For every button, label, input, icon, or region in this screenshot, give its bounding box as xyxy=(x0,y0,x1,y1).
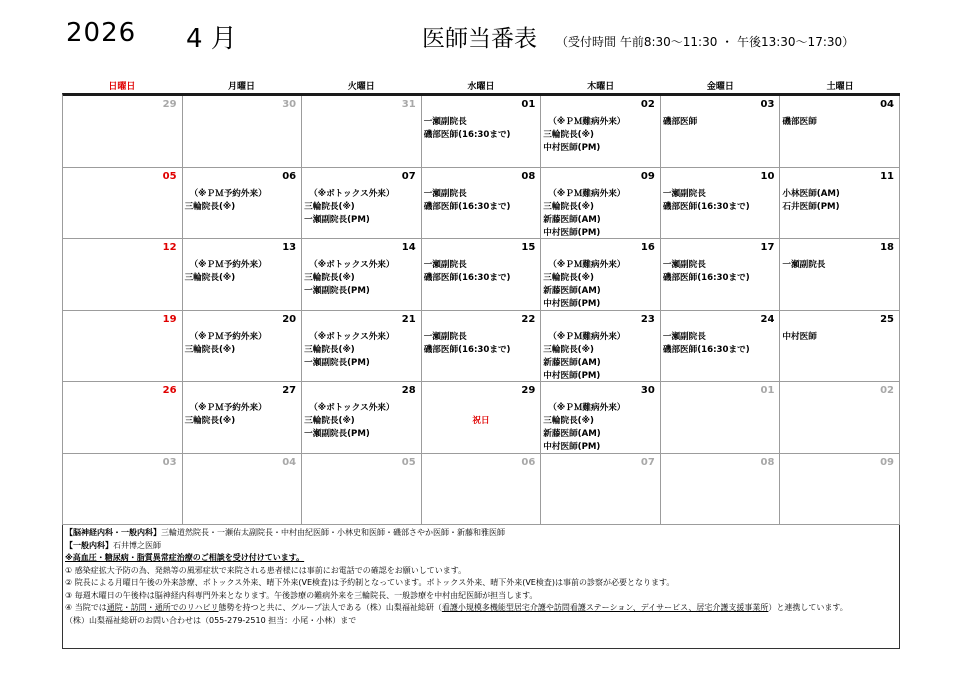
calendar-day-cell xyxy=(541,454,661,526)
day-number: 08 xyxy=(760,456,775,468)
duty-list xyxy=(663,116,778,129)
duty-entry: 一瀬副院長 xyxy=(782,260,826,270)
duty-list xyxy=(424,116,539,142)
duty-entry: （※ＰＭ予約外来） xyxy=(189,403,267,413)
weekday-friday: 金曜日 xyxy=(706,82,734,92)
duty-entry: 新藤医師(AM) xyxy=(543,286,601,296)
day-number: 27 xyxy=(282,385,297,396)
note-department-internal xyxy=(65,540,897,553)
duty-entry: 中村医師(PM) xyxy=(543,299,601,309)
calendar-day-cell xyxy=(302,96,422,168)
duty-entry: 三輪院長(※) xyxy=(304,344,355,355)
calendar-day-cell xyxy=(302,454,422,526)
duty-entry: （※ＰＭ難病外来） xyxy=(548,117,626,127)
day-number: 11 xyxy=(880,170,894,182)
note-department-neuro xyxy=(65,527,897,540)
duty-entry: 一瀬副院長(PM) xyxy=(304,214,370,225)
day-number: 16 xyxy=(640,242,655,253)
duty-entry: 三輪院長(※) xyxy=(184,416,236,426)
calendar-day-cell xyxy=(541,382,661,454)
calendar-day-cell xyxy=(541,96,661,168)
duty-entry: 磯部医師(16:30まで) xyxy=(423,344,511,355)
weekday-monday: 月曜日 xyxy=(228,82,256,92)
calendar-day-cell xyxy=(63,239,183,311)
calendar-day-cell xyxy=(302,239,422,311)
calendar-day-cell xyxy=(63,168,183,240)
day-number: 18 xyxy=(880,242,894,253)
calendar-day-cell xyxy=(422,311,542,383)
calendar-day-cell xyxy=(183,454,303,526)
day-number: 30 xyxy=(640,385,655,396)
duty-list xyxy=(424,331,539,357)
day-number: 28 xyxy=(401,385,416,396)
day-number: 23 xyxy=(640,313,655,325)
duty-entry: （※ボトックス外来） xyxy=(309,403,395,413)
duty-entry: （※ＰＭ難病外来） xyxy=(548,188,626,199)
note-text: 通院・訪問・通所でのリハビリ xyxy=(106,603,219,612)
duty-list xyxy=(663,331,778,357)
day-number: 24 xyxy=(760,313,775,325)
duty-list xyxy=(543,331,658,383)
duty-entry: 一瀬副院長 xyxy=(423,331,467,342)
day-number: 04 xyxy=(282,456,297,468)
note-consultation: ※高血圧・糖尿病・脂質異常症治療のご相談を受け付けています。 xyxy=(65,553,305,562)
holiday-label: 祝日 xyxy=(472,416,490,426)
duty-entry: 磯部医師(16:30まで) xyxy=(423,130,511,140)
day-number: 02 xyxy=(880,385,894,396)
duty-entry: 三輪院長(※) xyxy=(304,416,355,426)
duty-list xyxy=(185,259,300,285)
calendar-day-cell xyxy=(63,96,183,168)
day-number: 04 xyxy=(880,99,894,110)
calendar-day-cell xyxy=(183,382,303,454)
day-number: 03 xyxy=(760,99,775,110)
note-dept-doctors: 三輪道然院長・一瀬佑太副院長・中村由紀医師・小林史和医師・磯部さやか医師・新藤和雅医師 xyxy=(161,528,505,537)
calendar-day-cell xyxy=(780,168,900,240)
calendar-day-cell xyxy=(63,454,183,526)
day-number: 03 xyxy=(162,456,177,468)
note-item-3: ③ 毎週木曜日の午後枠は脳神経内科専門外来となります。午後診療の難病外来を三輪院長、一般診療を中村由紀医師が担当します。 xyxy=(65,590,538,600)
page-title: 医師当番表 xyxy=(422,26,537,52)
day-number: 02 xyxy=(640,99,655,110)
duty-list xyxy=(304,331,419,370)
duty-entry: 中村医師(PM) xyxy=(543,442,601,452)
calendar-day-cell xyxy=(661,239,781,311)
day-number: 08 xyxy=(521,170,536,182)
duty-list xyxy=(663,259,778,285)
note-text: ）と連携しています。 xyxy=(768,603,848,612)
duty-entry: 中村医師(PM) xyxy=(543,227,601,238)
calendar-day-cell xyxy=(302,168,422,240)
calendar-day-cell xyxy=(780,311,900,383)
calendar-day-cell xyxy=(661,311,781,383)
duty-entry: （※ＰＭ難病外来） xyxy=(548,403,626,413)
duty-list xyxy=(543,188,658,240)
notes-box xyxy=(62,525,900,649)
duty-entry: 一瀬副院長 xyxy=(662,331,706,342)
day-number: 09 xyxy=(880,456,894,468)
duty-list xyxy=(424,188,539,214)
calendar-day-cell xyxy=(661,382,781,454)
note-dept-doctors: 石井博之医師 xyxy=(113,540,161,550)
duty-list xyxy=(782,116,897,129)
month-label: 4 月 xyxy=(186,24,237,54)
duty-entry: 磯部医師 xyxy=(782,117,817,127)
duty-entry: （※ＰＭ予約外来） xyxy=(189,331,267,342)
duty-entry: 小林医師(AM) xyxy=(782,188,840,199)
calendar-day-cell xyxy=(183,96,303,168)
duty-list xyxy=(543,402,658,454)
duty-entry: 磯部医師(16:30まで) xyxy=(662,344,750,355)
calendar-day-cell xyxy=(422,454,542,526)
calendar-day-cell xyxy=(661,96,781,168)
duty-list xyxy=(782,259,897,272)
duty-entry: 磯部医師(16:30まで) xyxy=(423,201,511,212)
calendar-day-cell xyxy=(422,382,542,454)
weekday-wednesday: 水曜日 xyxy=(467,82,495,92)
day-number: 31 xyxy=(401,99,416,110)
day-number: 07 xyxy=(640,456,655,468)
duty-entry: 三輪院長(※) xyxy=(543,273,594,283)
day-number: 13 xyxy=(282,242,297,253)
reception-hours: （受付時間 午前8:30～11:30 ・ 午後13:30～17:30） xyxy=(556,35,855,49)
duty-entry: 一瀬副院長(PM) xyxy=(304,286,370,296)
calendar-day-cell xyxy=(183,311,303,383)
note-contact: （株）山梨福祉総研のお問い合わせは（055-279-2510 担当：小尾・小林）まで xyxy=(65,615,357,625)
calendar-day-cell xyxy=(780,96,900,168)
duty-entry: 磯部医師(16:30まで) xyxy=(662,201,750,212)
day-number: 06 xyxy=(521,456,536,468)
day-number: 10 xyxy=(760,170,775,182)
weekday-tuesday: 火曜日 xyxy=(347,82,375,92)
note-dept-label: 【一般内科】 xyxy=(65,540,113,550)
note-text: ④ 当院では xyxy=(65,603,107,612)
duty-list xyxy=(185,331,300,357)
duty-entry: 三輪院長(※) xyxy=(184,344,236,355)
duty-list xyxy=(304,402,419,441)
weekday-saturday: 土曜日 xyxy=(826,82,854,92)
duty-entry: 一瀬副院長 xyxy=(662,260,706,270)
duty-entry: 一瀬副院長 xyxy=(662,188,706,199)
day-number: 29 xyxy=(521,385,536,396)
duty-entry: 三輪院長(※) xyxy=(304,273,355,283)
calendar-day-cell xyxy=(780,454,900,526)
duty-entry: 三輪院長(※) xyxy=(184,201,236,212)
day-number: 20 xyxy=(282,313,297,325)
note-item-4 xyxy=(65,602,897,615)
duty-list xyxy=(782,331,897,344)
calendar-day-cell xyxy=(183,168,303,240)
duty-entry: （※ＰＭ難病外来） xyxy=(548,260,626,270)
calendar-day-cell xyxy=(541,168,661,240)
calendar-day-cell xyxy=(541,311,661,383)
duty-entry: 中村医師 xyxy=(782,331,817,342)
calendar-day-cell xyxy=(780,239,900,311)
duty-entry: 一瀬副院長 xyxy=(423,260,467,270)
calendar-day-cell xyxy=(422,96,542,168)
duty-entry: （※ＰＭ予約外来） xyxy=(189,188,267,199)
duty-entry: 磯部医師(16:30まで) xyxy=(662,273,750,283)
year-label: 2026 xyxy=(66,18,137,48)
day-number: 01 xyxy=(521,99,536,110)
duty-entry: 三輪院長(※) xyxy=(543,416,594,426)
day-number: 14 xyxy=(401,242,416,253)
duty-entry: 中村医師(PM) xyxy=(543,370,601,381)
duty-entry: 三輪院長(※) xyxy=(543,201,594,212)
day-number: 01 xyxy=(760,385,775,396)
day-number: 12 xyxy=(162,242,177,253)
calendar-day-cell xyxy=(422,168,542,240)
duty-entry: 新藤医師(AM) xyxy=(543,214,601,225)
day-number: 26 xyxy=(162,385,177,396)
note-dept-label: 【脳神経内科・一般内科】 xyxy=(65,528,161,537)
note-text: 態勢を持つと共に、グループ法人である（株）山梨福祉総研（ xyxy=(218,603,442,612)
day-number: 30 xyxy=(282,99,297,110)
day-number: 05 xyxy=(401,456,416,468)
duty-entry: 一瀬副院長(PM) xyxy=(304,357,370,368)
duty-list xyxy=(185,402,300,428)
day-number: 21 xyxy=(401,313,416,325)
note-item-2: ② 院長による月曜日午後の外来診療、ボトックス外来、晴下外来(VE検査)は予約制となっています。ボトックス外来、晴下外来(VE検査)は事前の診察が必要となります。 xyxy=(65,578,675,587)
calendar-day-cell xyxy=(541,239,661,311)
duty-entry: 石井医師(PM) xyxy=(782,201,840,212)
duty-entry: 磯部医師 xyxy=(662,117,698,127)
duty-entry: 一瀬副院長 xyxy=(423,188,467,199)
duty-entry: 三輪院長(※) xyxy=(543,130,594,140)
duty-list xyxy=(424,259,539,285)
duty-entry: （※ボトックス外来） xyxy=(309,188,395,199)
day-number: 29 xyxy=(162,99,177,110)
duty-list xyxy=(543,259,658,311)
day-number: 07 xyxy=(401,170,416,182)
day-number: 19 xyxy=(162,313,177,325)
duty-list xyxy=(543,116,658,155)
duty-list xyxy=(663,188,778,214)
duty-entry: （※ボトックス外来） xyxy=(309,260,395,270)
day-number: 09 xyxy=(640,170,655,182)
duty-entry: （※ＰＭ予約外来） xyxy=(189,260,267,270)
duty-entry: 一瀬副院長 xyxy=(423,117,467,127)
duty-entry: 中村医師(PM) xyxy=(543,143,601,153)
duty-entry: （※ＰＭ難病外来） xyxy=(548,331,626,342)
duty-list xyxy=(304,188,419,227)
day-number: 15 xyxy=(521,242,536,253)
duty-list xyxy=(304,259,419,298)
day-number: 06 xyxy=(282,170,297,182)
day-number: 25 xyxy=(880,313,894,325)
weekday-header xyxy=(62,81,900,93)
calendar-day-cell xyxy=(302,382,422,454)
note-item-1: ① 感染症拡大予防の為、発熱等の風邪症状で来院される患者様には事前にお電話での確認をお願いしています。 xyxy=(65,565,467,575)
duty-entry: 三輪院長(※) xyxy=(543,344,594,355)
calendar-grid xyxy=(62,93,900,525)
weekday-thursday: 木曜日 xyxy=(587,82,615,92)
duty-entry: 三輪院長(※) xyxy=(184,273,236,283)
calendar-day-cell xyxy=(661,454,781,526)
calendar-day-cell xyxy=(63,311,183,383)
calendar-day-cell xyxy=(422,239,542,311)
weekday-sunday: 日曜日 xyxy=(108,82,136,92)
calendar-day-cell xyxy=(302,311,422,383)
calendar-day-cell xyxy=(63,382,183,454)
duty-list xyxy=(185,188,300,214)
duty-entry: （※ボトックス外来） xyxy=(309,331,395,342)
day-number: 17 xyxy=(760,242,775,253)
calendar-day-cell xyxy=(780,382,900,454)
duty-entry: 三輪院長(※) xyxy=(304,201,355,212)
day-number: 05 xyxy=(162,170,177,182)
day-number: 22 xyxy=(521,313,536,325)
duty-list xyxy=(782,188,897,214)
duty-entry: 新藤医師(AM) xyxy=(543,429,601,439)
duty-entry: 新藤医師(AM) xyxy=(543,357,601,368)
note-text: 看護小規模多機能型居宅介護や訪問看護ステーション、デイサービス、居宅介護支援事業所 xyxy=(441,603,769,612)
duty-entry: 磯部医師(16:30まで) xyxy=(423,273,511,283)
duty-entry: 一瀬副院長(PM) xyxy=(304,429,370,439)
calendar-day-cell xyxy=(661,168,781,240)
calendar-day-cell xyxy=(183,239,303,311)
